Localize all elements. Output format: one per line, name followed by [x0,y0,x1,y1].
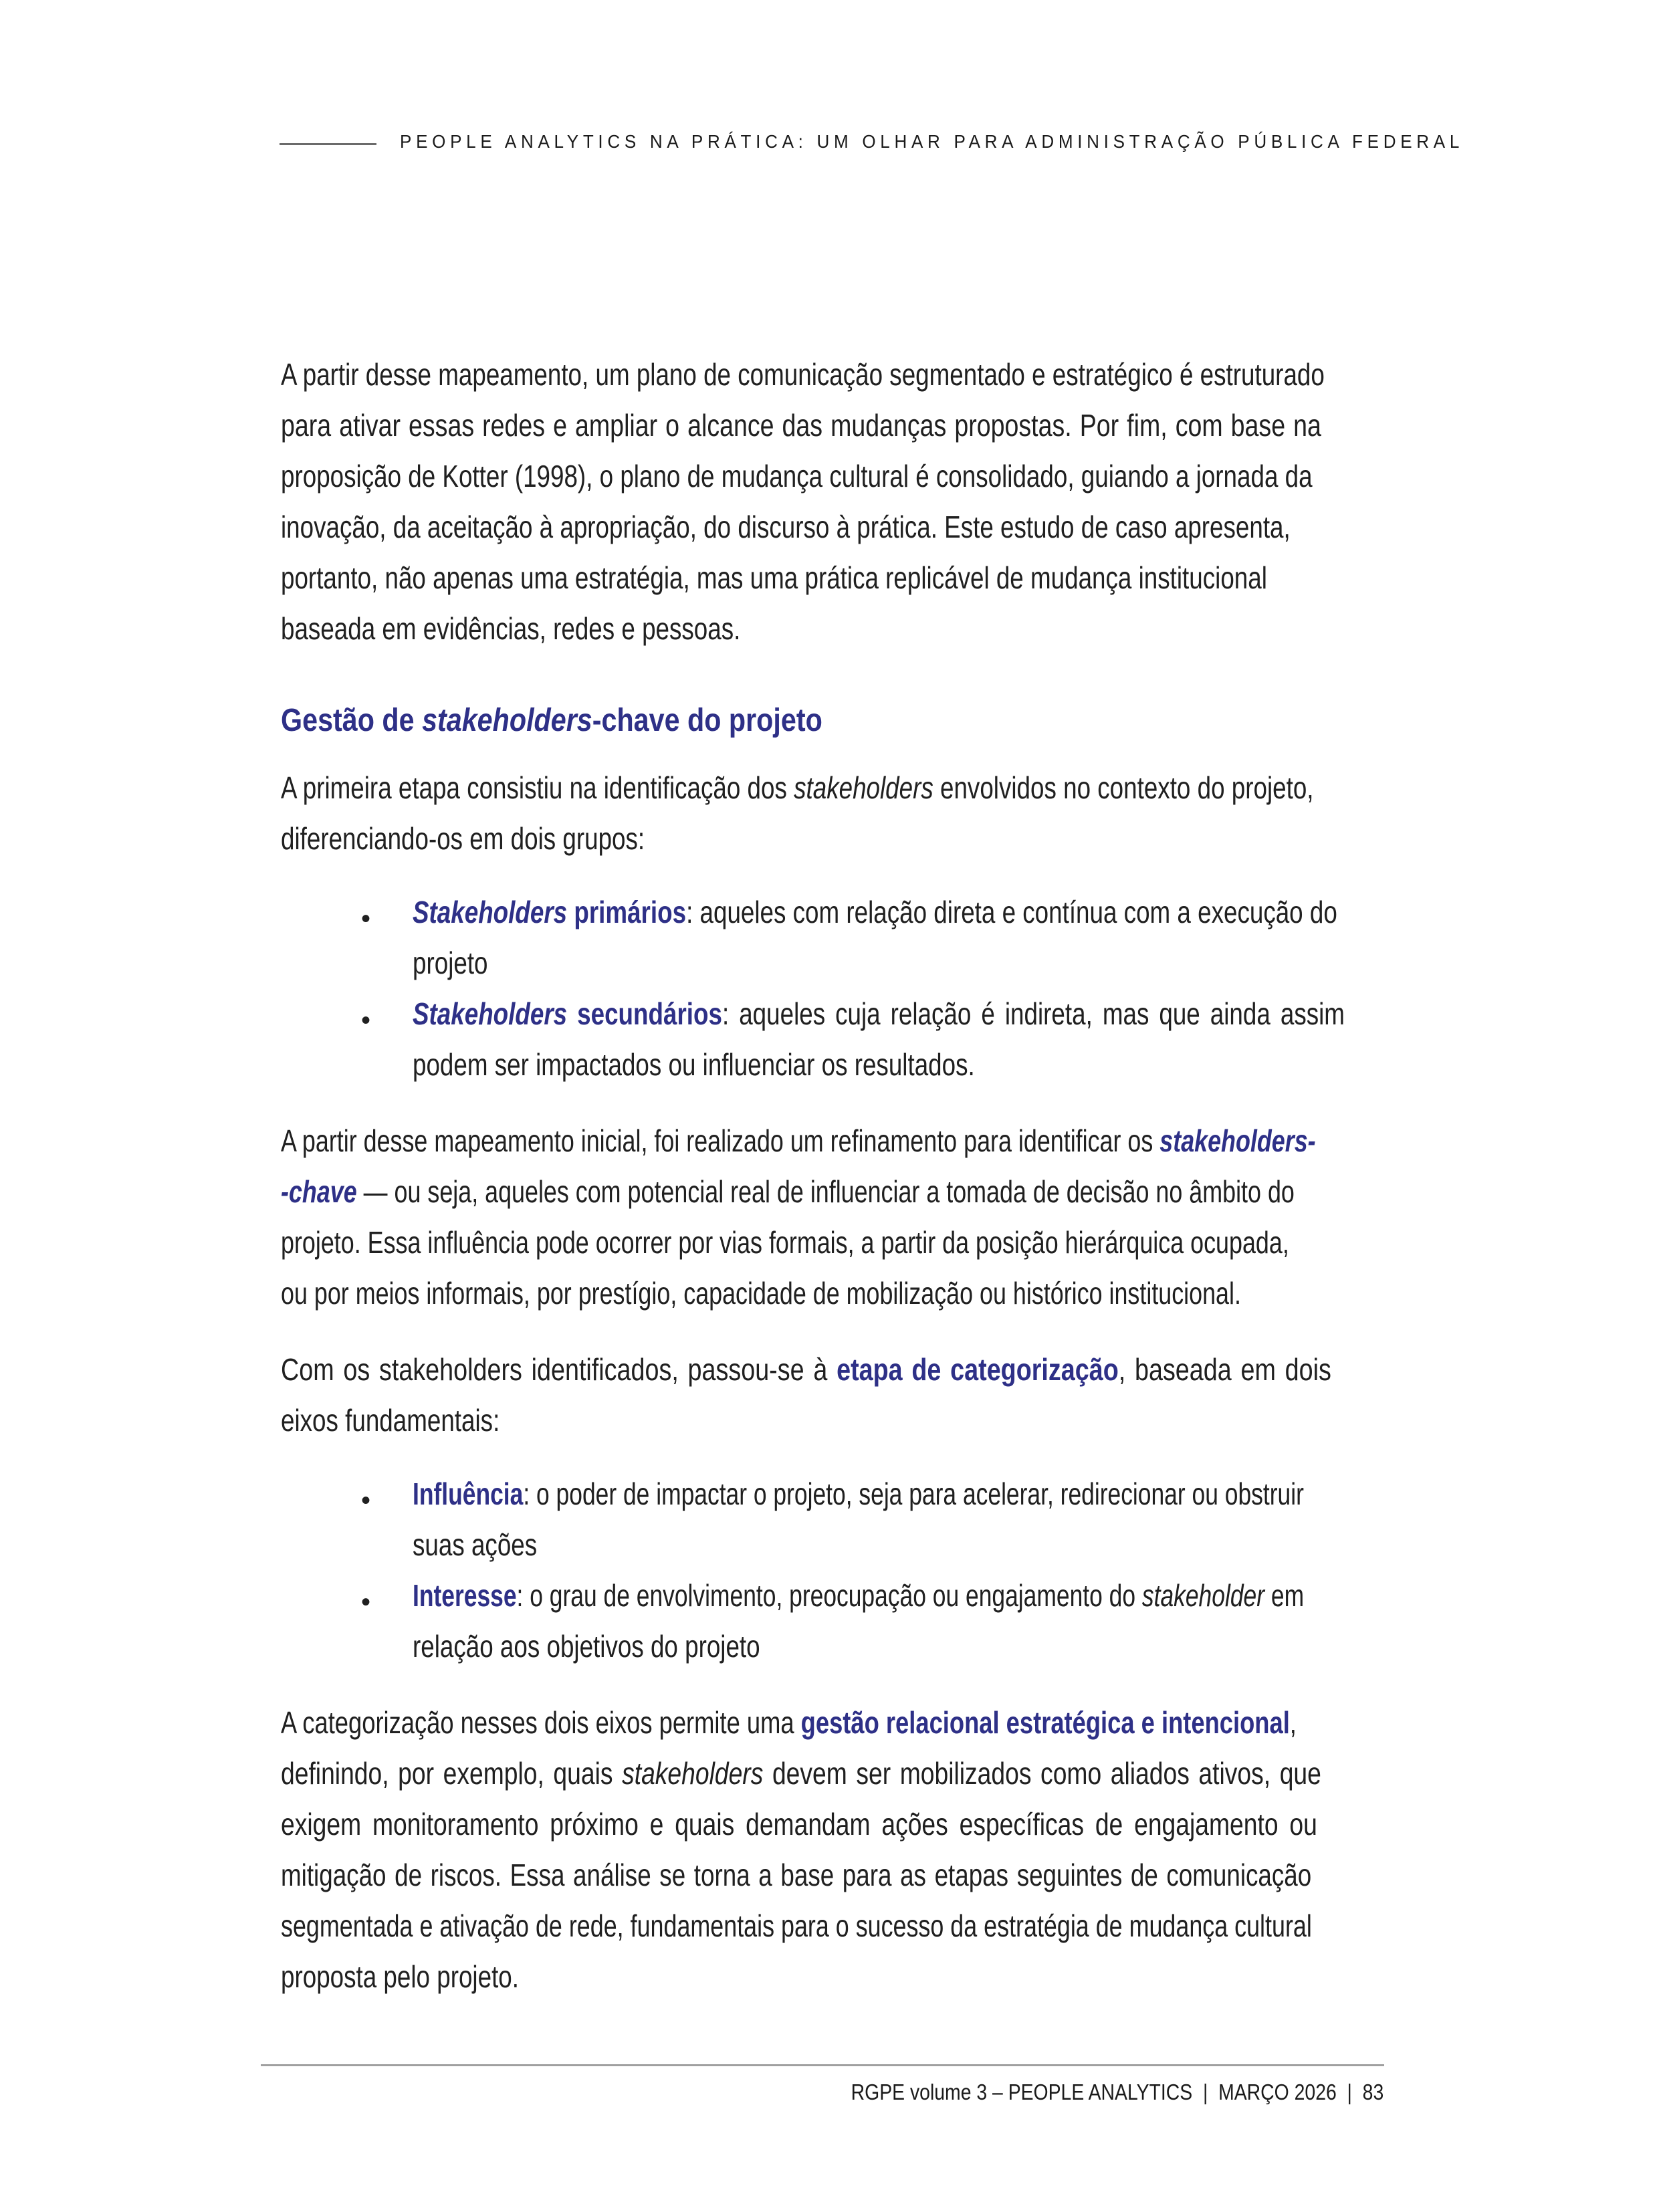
text-line: podem ser impactados ou influenciar os resultados. [413,1047,975,1082]
running-header: PEOPLE ANALYTICS NA PRÁTICA: UM OLHAR PARA ADMINISTRAÇÃO PÚBLICA FEDERAL [400,131,1464,152]
text: : o poder de impactar o projeto, seja para acelerar, redirecionar ou obstruir [523,1476,1304,1511]
text-line: relação aos objetivos do projeto [413,1629,760,1664]
text: A partir desse mapeamento inicial, foi realizado um refinamento para identificar os [281,1123,1160,1158]
text: devem ser mobilizados como aliados ativos, que [763,1756,1321,1791]
text: Com os stakeholders identificados, passou-se à [281,1352,837,1387]
list-item [413,1474,1304,1514]
bold-italic-term: stakeholders- [1159,1123,1316,1158]
text-line [281,768,1314,808]
text-line: suas ações [413,1527,538,1562]
text-line: baseada em evidências, redes e pessoas. [281,611,741,646]
text-line: projeto. Essa influência pode ocorrer por vias formais, a partir da posição hierárquica ocupada, [281,1225,1289,1260]
text-line [281,1172,1295,1212]
text-line: A partir desse mapeamento, um plano de comunicação segmentado e estratégico é estruturado [281,357,1325,392]
list-item [413,1575,1304,1616]
text: envolvidos no contexto do projeto, [933,770,1314,805]
text-line: mitigação de riscos. Essa análise se torna a base para as etapas seguintes de comunicação [281,1858,1312,1892]
text-line: ou por meios informais, por prestígio, capacidade de mobilização ou histórico institucional. [281,1276,1241,1311]
text-line: segmentada e ativação de rede, fundamentais para o sucesso da estratégia de mudança cultural [281,1908,1312,1943]
bullet-icon: • [361,1587,371,1617]
text-line: projeto [413,946,488,980]
text: , baseada em dois [1118,1352,1331,1387]
bold-term: Interesse [413,1578,517,1613]
header-rule [280,143,376,145]
bullet-icon: • [361,1486,371,1515]
bullet-icon: • [361,904,371,933]
bold-italic-term: Stakeholders [413,996,568,1031]
section-heading [281,702,822,739]
text-line: portanto, não apenas uma estratégia, mas uma prática replicável de mudança institucional [281,560,1267,595]
text-line [281,1753,1321,1793]
text-line: inovação, da aceitação à apropriação, do discurso à prática. Este estudo de caso apresenta, [281,510,1291,544]
bold-term: etapa de categorização [837,1352,1119,1387]
text: definindo, por exemplo, quais [281,1756,623,1791]
text: A primeira etapa consistiu na identificação dos [281,770,794,805]
text: A categorização nesses dois eixos permite uma [281,1705,801,1740]
text-line: eixos fundamentais: [281,1403,500,1438]
bold-term: secundários [567,996,722,1031]
text: : o grau de envolvimento, preocupação ou engajamento do [516,1578,1142,1613]
heading-text: -chave do projeto [592,703,822,738]
bold-italic-term: Stakeholders [413,895,568,929]
bullet-icon: • [361,1006,371,1035]
text-line: proposição de Kotter (1998), o plano de mudança cultural é consolidado, guiando a jornada da [281,459,1313,493]
bold-term: primários [567,895,687,929]
text: : aqueles com relação direta e contínua com a execução do [686,895,1337,929]
text-line [281,1121,1316,1161]
italic-term: stakeholders [794,770,933,805]
italic-term: stakeholder [1141,1578,1265,1613]
text: : aqueles cuja relação é indireta, mas que ainda assim [722,996,1345,1031]
text-line: diferenciando-os em dois grupos: [281,821,645,856]
text-line: proposta pelo projeto. [281,1959,519,1994]
heading-text: Gestão de [281,703,423,738]
list-item [413,994,1345,1034]
italic-term: stakeholders [622,1756,764,1791]
text: em [1264,1578,1305,1613]
bold-term: Influência [413,1476,524,1511]
text-line [281,1349,1331,1390]
footer-rule [261,2064,1384,2066]
text: , [1289,1705,1297,1740]
text-line: exigem monitoramento próximo e quais demandam ações específicas de engajamento ou [281,1807,1317,1842]
text-line [281,1702,1297,1743]
list-item [413,892,1337,932]
heading-italic: stakeholders [422,703,592,738]
bold-term: gestão relacional estratégica e intencional [800,1705,1290,1740]
footer-text: RGPE volume 3 – PEOPLE ANALYTICS | MARÇO 2026 | 83 [851,2080,1384,2104]
bold-italic-term: -chave [281,1174,357,1209]
text: — ou seja, aqueles com potencial real de influenciar a tomada de decisão no âmbito do [356,1174,1295,1209]
text-line: para ativar essas redes e ampliar o alcance das mudanças propostas. Por fim, com base na [281,408,1321,443]
